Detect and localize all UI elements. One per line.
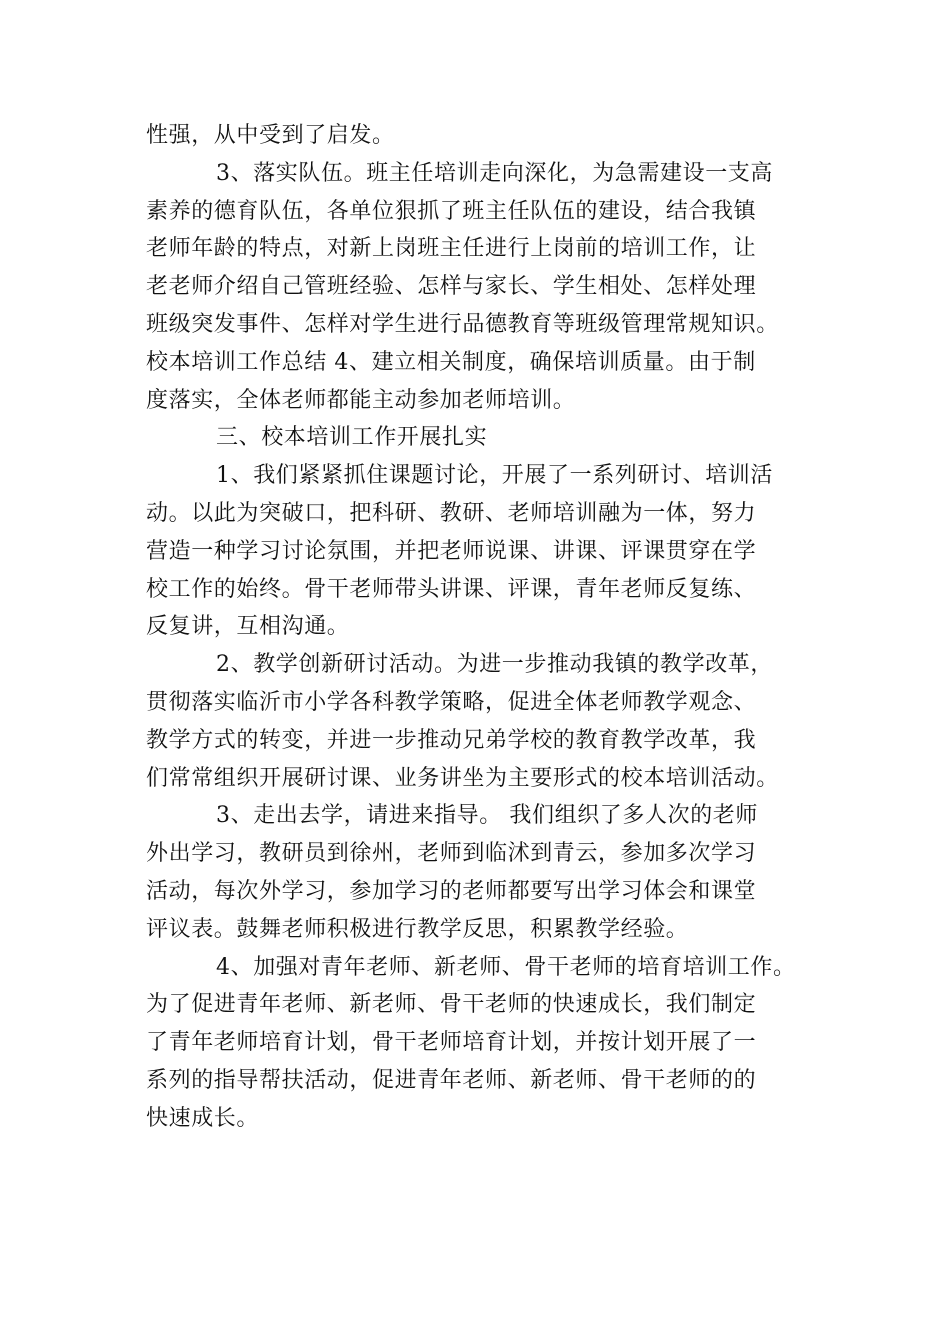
text-line: 素养的德育队伍，各单位狠抓了班主任队伍的建设，结合我镇 [146, 198, 757, 224]
text-line: 动。以此为突破口，把科研、教研、老师培训融为一体，努力 [146, 500, 757, 526]
text-line: 反复讲，互相沟通。 [146, 614, 350, 640]
text-line: 活动，每次外学习，参加学习的老师都要写出学习体会和课堂 [146, 878, 757, 904]
text-line: 老老师介绍自己管班经验、怎样与家长、学生相处、怎样处理 [146, 274, 757, 300]
text-line: 们常常组织开展研讨课、业务讲坐为主要形式的校本培训活动。 [146, 765, 779, 791]
text-line: 系列的指导帮扶活动，促进青年老师、新老师、骨干老师的的 [146, 1067, 757, 1093]
text-line: 班级突发事件、怎样对学生进行品德教育等班级管理常规知识。 [146, 311, 779, 337]
text-line: 4、加强对青年老师、新老师、骨干老师的培育培训工作。 [216, 954, 796, 980]
text-line: 校工作的始终。骨干老师带头讲课、评课，青年老师反复练、 [146, 576, 757, 602]
text-line: 三、校本培训工作开展扎实 [216, 425, 488, 451]
text-line: 评议表。鼓舞老师积极进行教学反思，积累教学经验。 [146, 916, 689, 942]
text-line: 2、教学创新研讨活动。为进一步推动我镇的教学改革， [216, 652, 773, 678]
text-line: 快速成长。 [146, 1105, 260, 1131]
text-line: 校本培训工作总结 4、建立相关制度，确保培训质量。由于制 [146, 349, 756, 375]
text-line: 性强，从中受到了启发。 [146, 123, 395, 148]
text-line: 度落实，全体老师都能主动参加老师培训。 [146, 387, 576, 413]
text-line: 了青年老师培育计划，骨干老师培育计划，并按计划开展了一 [146, 1030, 757, 1056]
text-line: 老师年龄的特点，对新上岗班主任进行上岗前的培训工作，让 [146, 236, 757, 262]
body-text [146, 117, 826, 1138]
text-line: 3、落实队伍。班主任培训走向深化，为急需建设一支高 [216, 160, 773, 186]
text-line: 外出学习，教研员到徐州，老师到临沭到青云，参加多次学习 [146, 841, 757, 867]
text-line: 1、我们紧紧抓住课题讨论，开展了一系列研讨、培训活 [216, 463, 773, 489]
text-line: 教学方式的转变，并进一步推动兄弟学校的教育教学改革，我 [146, 727, 757, 753]
text-line: 3、走出去学，请进来指导。 我们组织了多人次的老师 [216, 803, 758, 829]
text-line: 贯彻落实临沂市小学各科教学策略，促进全体老师教学观念、 [146, 689, 757, 715]
text-line: 营造一种学习讨论氛围，并把老师说课、讲课、评课贯穿在学 [146, 538, 757, 564]
text-line: 为了促进青年老师、新老师、骨干老师的快速成长，我们制定 [146, 992, 757, 1018]
